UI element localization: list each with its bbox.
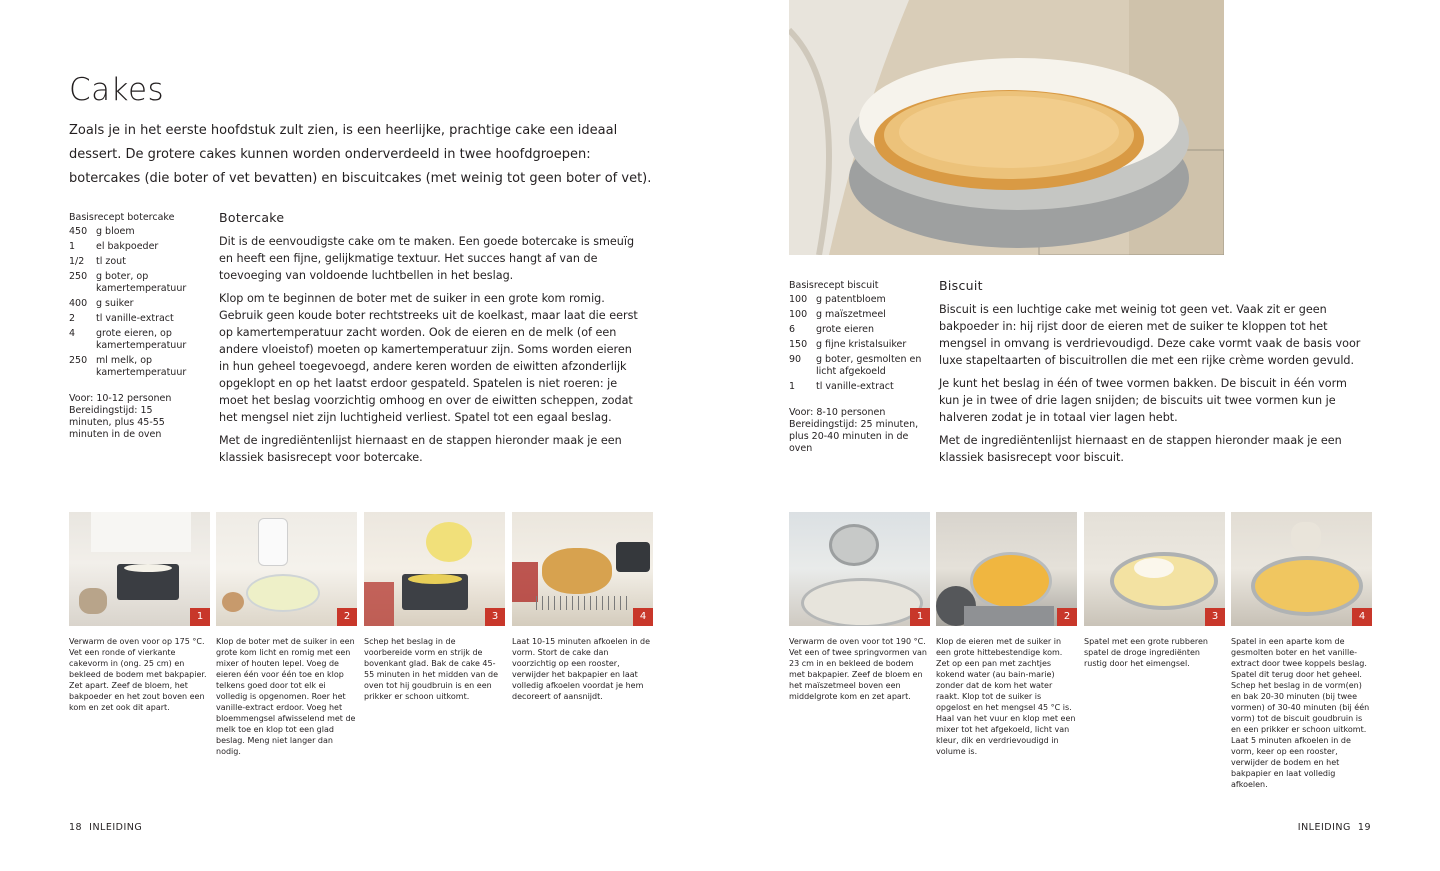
ingredient-qty: 250 xyxy=(69,355,88,366)
step-number-badge: 2 xyxy=(337,608,357,626)
ingredient-qty: 1 xyxy=(789,381,796,392)
ingredient-row xyxy=(69,313,194,325)
ingredient-qty: 2 xyxy=(69,313,76,324)
ingredient-qty: 450 xyxy=(69,226,88,237)
step-photo xyxy=(789,512,930,626)
step-photo xyxy=(216,512,357,626)
body-paragraph: Dit is de eenvoudigste cake om te maken. Een goede botercake is smeuïg en heeft een fijne, gelijkmatige textuur. Het succes hangt af van de toevoeging van voldoende luchtbellen in het beslag. xyxy=(219,235,635,282)
ingredient-row xyxy=(789,309,927,321)
body-paragraph: Klop om te beginnen de boter met de suiker in een grote kom romig. Gebruik geen koude boter rechtstreeks uit de koelkast, maar laat die eerst op kamertemperatuur zacht worden. Ook de eieren en de melk (of een andere vloeistof) moeten op kamertemperatuur zijn. Soms worden eieren in hun geheel toegevoegd, andere keren worden de eiwitten afzonderlijk opgeklopt en op het laatst erdoor gespateld. Spatelen is niet roeren: je moet het beslag voorzichtig omhoog en over de eiwitten scheppen, zodat het mengsel niet zijn luchtigheid verliest. Spatel tot een egaal beslag. xyxy=(219,292,638,424)
body-paragraph: Biscuit is een luchtige cake met weinig tot geen vet. Vaak zit er geen bakpoeder in: hij rijst door de eieren met de suiker te kloppen tot het mengsel in omvang is verdrievoudigd. Deze cake vormt vaak de basis voor luxe stapeltaarten of biscuitrollen die met een rijke crème worden gevuld. xyxy=(939,303,1361,367)
ingredient-qty: 400 xyxy=(69,298,88,309)
step-number-badge: 2 xyxy=(1057,608,1077,626)
ingredient-row xyxy=(69,298,194,310)
ingredient-item: g bloem xyxy=(96,226,135,237)
ingredient-row xyxy=(789,339,927,351)
ingredient-item: tl vanille-extract xyxy=(816,381,894,392)
ingredient-item: g fijne kristalsuiker xyxy=(816,339,907,350)
biscuit-section xyxy=(939,278,1369,472)
ingredient-item: g patentbloem xyxy=(816,294,886,305)
step-text: Laat 10-15 minuten afkoelen in de vorm. Stort de cake dan voorzichtig op een rooster, verwijder het bakpapier en laat volledig afkoelen voordat je hem decoreert of aansnijdt. xyxy=(512,637,651,701)
step-photo xyxy=(1084,512,1225,626)
intro-paragraph: Zoals je in het eerste hoofdstuk zult zien, is een heerlijke, prachtige cake een ideaal dessert. De grotere cakes kunnen worden onderverdeeld in twee hoofdgroepen: botercakes (die boter of vet bevatten) en biscuitcakes (met weinig tot geen boter of vet). xyxy=(69,123,652,186)
ingredients-title: Basisrecept botercake xyxy=(69,212,175,223)
step-text: Spatel in een aparte kom de gesmolten boter en het vanille-extract door twee koppels beslag. Spatel dit terug door het geheel. Schep het beslag in de vorm(en) en bak 20-30 minuten (bij twee vormen) of 30-40 minuten (bij één vorm) tot de biscuit goudbruin is en een prikker er schoon uitkomt. Laat 5 minuten afkoelen in de vorm, keer op een rooster, verwijder de bodem en het bakpapier en laat volledig afkoelen. xyxy=(1231,637,1370,789)
ingredients-title: Basisrecept biscuit xyxy=(789,280,879,291)
ingredient-qty: 100 xyxy=(789,294,808,305)
step-text: Schep het beslag in de voorbereide vorm en strijk de bovenkant glad. Bak de cake 45-55 minuten in het midden van de oven tot hij goudbruin is en een prikker er schoon uitkomt. xyxy=(364,637,499,701)
footer-label: INLEIDING xyxy=(1297,822,1351,833)
serves-info xyxy=(789,407,927,455)
ingredient-row xyxy=(69,226,194,238)
ingredient-item: g boter, op kamertemperatuur xyxy=(96,271,187,294)
ingredient-item: g boter, gesmolten en licht afgekoeld xyxy=(816,354,922,377)
section-title: Biscuit xyxy=(939,278,983,293)
biscuit-ingredients xyxy=(789,280,927,455)
ingredient-qty: 250 xyxy=(69,271,88,282)
ingredient-item: tl zout xyxy=(96,256,126,267)
ingredient-row xyxy=(789,381,927,393)
step-number-badge: 1 xyxy=(190,608,210,626)
step-number-badge: 4 xyxy=(633,608,653,626)
ingredient-row xyxy=(69,328,194,352)
ingredient-item: ml melk, op kamertemperatuur xyxy=(96,355,187,378)
step-text: Klop de eieren met de suiker in een grote hittebestendige kom. Zet op een pan met zachtjes kokend water (au bain-marie) zonder dat de kom het water raakt. Klop tot de suiker is opgelost en het mengsel 45 °C is. Haal van het vuur en klop met een mixer tot het afgekoeld, licht van kleur, dik en verdrievoudigd in volume is. xyxy=(936,637,1076,756)
ingredient-row xyxy=(69,271,194,295)
serves-text: Voor: 10-12 personen xyxy=(69,393,172,404)
section-title: Botercake xyxy=(219,210,285,225)
ingredient-qty: 1 xyxy=(69,241,76,252)
ingredient-item: g maïszetmeel xyxy=(816,309,886,320)
step-number-badge: 1 xyxy=(910,608,930,626)
step-photo xyxy=(512,512,653,626)
ingredient-item: el bakpoeder xyxy=(96,241,159,252)
ingredient-row xyxy=(69,256,194,268)
step-number-badge: 3 xyxy=(485,608,505,626)
ingredient-qty: 100 xyxy=(789,309,808,320)
ingredient-qty: 6 xyxy=(789,324,796,335)
footer-left xyxy=(69,822,142,833)
page-title: Cakes xyxy=(69,72,165,108)
page-number: 18 xyxy=(69,822,83,833)
serves-text: Voor: 8-10 personen xyxy=(789,407,886,418)
prep-time-text: Bereidingstijd: 15 minuten, plus 45-55 minuten in de oven xyxy=(69,405,165,440)
step-card xyxy=(1231,512,1372,790)
step-number-badge: 3 xyxy=(1205,608,1225,626)
ingredient-item: grote eieren, op kamertemperatuur xyxy=(96,328,187,351)
step-text: Spatel met een grote rubberen spatel de droge ingrediënten rustig door het eimengsel. xyxy=(1084,637,1208,668)
step-card xyxy=(1084,512,1225,669)
step-card xyxy=(789,512,930,702)
prep-time-text: Bereidingstijd: 25 minuten, plus 20-40 minuten in de oven xyxy=(789,419,919,454)
ingredient-qty: 90 xyxy=(789,354,802,365)
ingredient-qty: 1/2 xyxy=(69,256,85,267)
body-paragraph: Met de ingrediëntenlijst hiernaast en de stappen hieronder maak je een klassiek basisrecept voor botercake. xyxy=(219,434,622,464)
serves-info xyxy=(69,393,194,441)
ingredient-item: g suiker xyxy=(96,298,134,309)
ingredient-qty: 4 xyxy=(69,328,76,339)
step-card xyxy=(216,512,357,757)
step-photo xyxy=(364,512,505,626)
step-card xyxy=(936,512,1077,757)
step-photo xyxy=(936,512,1077,626)
step-card xyxy=(364,512,505,702)
step-text: Verwarm de oven voor tot 190 °C. Vet een of twee springvormen van 23 cm in en bekleed de bodem met bakpapier. Zeef de bloem en het maïszetmeel boven een middelgrote kom en zet apart. xyxy=(789,637,927,701)
footer-label: INLEIDING xyxy=(89,822,143,833)
cake-in-tin-illustration xyxy=(789,0,1224,255)
step-card xyxy=(69,512,210,713)
cake-hero-photo xyxy=(789,0,1224,255)
ingredient-qty: 150 xyxy=(789,339,808,350)
body-paragraph: Met de ingrediëntenlijst hiernaast en de stappen hieronder maak je een klassiek basisrecept voor biscuit. xyxy=(939,434,1342,464)
ingredient-row xyxy=(789,294,927,306)
footer-right xyxy=(1298,822,1371,833)
step-text: Verwarm de oven voor op 175 °C. Vet een ronde of vierkante cakevorm in (ong. 25 cm) en bekleed de bodem met bakpapier. Zet apart. Zeef de bloem, het bakpoeder en het zout boven een kom en zet ook dit apart. xyxy=(69,637,207,712)
step-text: Klop de boter met de suiker in een grote kom licht en romig met een mixer of houten lepel. Voeg de eieren één voor één toe en klop telkens goed door tot elk ei volledig is opgenomen. Roer het vanille-extract erdoor. Voeg het bloemmengsel afwisselend met de melk toe en klop tot een glad beslag. Meng niet langer dan nodig. xyxy=(216,637,356,756)
step-photo xyxy=(1231,512,1372,626)
botercake-ingredients xyxy=(69,212,194,441)
page-number: 19 xyxy=(1357,822,1371,833)
body-paragraph: Je kunt het beslag in één of twee vormen bakken. De biscuit in één vorm kun je in twee of drie lagen snijden; de biscuits uit twee vormen kun je halveren zodat je in totaal vier lagen hebt. xyxy=(939,377,1347,424)
ingredient-row xyxy=(69,355,194,379)
step-number-badge: 4 xyxy=(1352,608,1372,626)
step-card xyxy=(512,512,653,702)
ingredient-item: tl vanille-extract xyxy=(96,313,174,324)
ingredient-item: grote eieren xyxy=(816,324,875,335)
step-photo xyxy=(69,512,210,626)
ingredient-row xyxy=(789,324,927,336)
botercake-section xyxy=(219,210,641,472)
ingredient-row xyxy=(69,241,194,253)
ingredient-row xyxy=(789,354,927,378)
